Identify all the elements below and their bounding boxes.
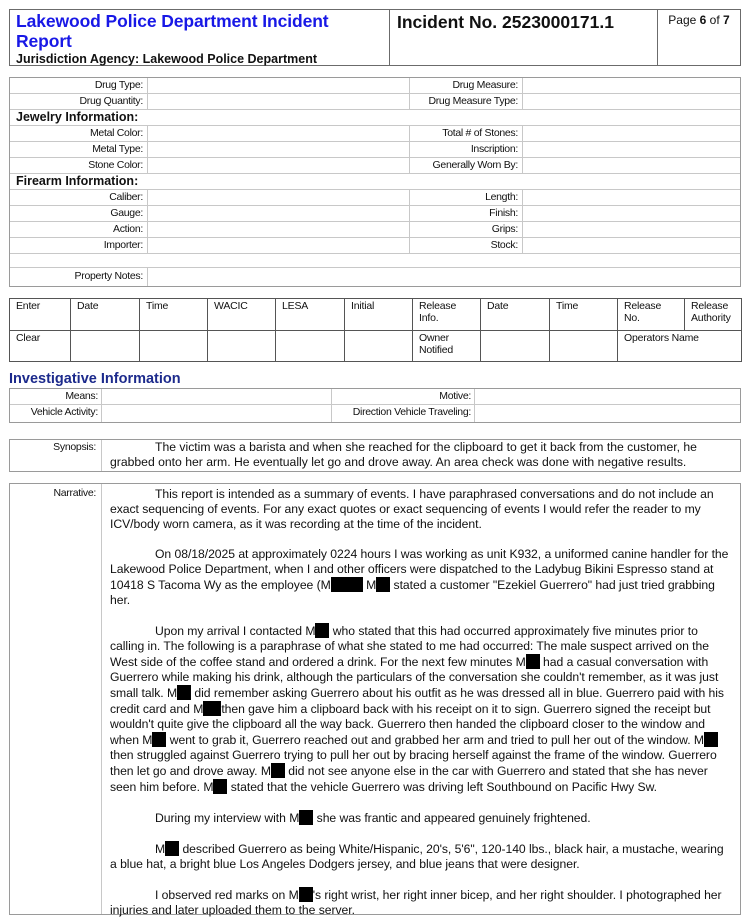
- narrative-text: [102, 484, 740, 917]
- incident-number: Incident No. 2523000171.1: [390, 10, 658, 65]
- cell-initial: Initial: [345, 299, 413, 331]
- cell-date: Date: [71, 299, 140, 331]
- field-label-stock: Stock:: [410, 238, 523, 253]
- redaction-block: [376, 577, 390, 592]
- investigative-row: [10, 405, 740, 422]
- redaction-block: [526, 654, 540, 669]
- property-row: [10, 94, 740, 110]
- cell-operators-name: Operators Name: [618, 331, 742, 362]
- redaction-block: [213, 779, 227, 794]
- redaction-block: [299, 887, 313, 902]
- page-of: of: [706, 13, 724, 27]
- redaction-block: [152, 732, 166, 747]
- field-value-gauge: [148, 206, 410, 221]
- report-title: Lakewood Police Department Incident Report: [16, 11, 329, 51]
- field-label-motive: Motive:: [332, 389, 475, 404]
- text-span: stated a customer "Ezekiel Guerrero" had just tried grabbing her.: [110, 578, 715, 607]
- field-value-action: [148, 222, 410, 237]
- report-header: [9, 9, 741, 66]
- field-label-property-notes: Property Notes:: [10, 268, 148, 286]
- text-span: On 08/18/2025 at approximately 0224 hours I was working as unit K932, a uniformed canine handler for the Lakewood Police Department, when I and other officers were dispatched to the Ladybug Bikini Espresso stand at 10418 S Tacoma Wy as the employee (M: [110, 547, 729, 592]
- redaction-block: [177, 685, 191, 700]
- property-table: [9, 77, 741, 287]
- cell-clear-date: [71, 331, 140, 362]
- cell-release-time: Time: [550, 299, 618, 331]
- investigative-table: [9, 388, 741, 423]
- cell-enter: Enter: [10, 299, 71, 331]
- narrative-paragraph: [110, 623, 732, 795]
- field-value-drug-quantity: [148, 94, 410, 109]
- redaction-block: [299, 810, 313, 825]
- field-label-grips: Grips:: [410, 222, 523, 237]
- cell-time: Time: [140, 299, 208, 331]
- enter-row: [10, 299, 742, 331]
- cell-owner-notified: Owner Notified: [413, 331, 481, 362]
- text-span: stated that the vehicle Guerrero was driving left Southbound on Pacific Hwy Sw.: [227, 780, 657, 794]
- field-label-drug-measure-type: Drug Measure Type:: [410, 94, 523, 109]
- page-total: 7: [723, 13, 730, 27]
- cell-release-info: Release Info.: [413, 299, 481, 331]
- field-value-length: [523, 190, 740, 205]
- field-value-drug-measure-type: [523, 94, 740, 109]
- cell-clear-wacic: [208, 331, 276, 362]
- property-row: [10, 142, 740, 158]
- field-label-action: Action:: [10, 222, 148, 237]
- cell-clear-lesa: [276, 331, 345, 362]
- property-row: [10, 206, 740, 222]
- redaction-block: [331, 577, 363, 592]
- field-value-means: [102, 389, 332, 404]
- cell-owner-date: [481, 331, 550, 362]
- field-value-importer: [148, 238, 410, 253]
- field-value-metal-color: [148, 126, 410, 141]
- cell-release-authority: Release Authority: [685, 299, 742, 331]
- property-row: [10, 78, 740, 94]
- field-label-stone-color: Stone Color:: [10, 158, 148, 173]
- enter-clear-table: [9, 298, 742, 362]
- field-label-generally-worn-by: Generally Worn By:: [410, 158, 523, 173]
- field-label-finish: Finish:: [410, 206, 523, 221]
- cell-release-date: Date: [481, 299, 550, 331]
- field-label-caliber: Caliber:: [10, 190, 148, 205]
- field-label-inscription: Inscription:: [410, 142, 523, 157]
- field-value-stock: [523, 238, 740, 253]
- property-row: [10, 190, 740, 206]
- investigative-row: [10, 389, 740, 405]
- redaction-block: [203, 701, 221, 716]
- text-span: Upon my arrival I contacted M: [155, 624, 316, 638]
- property-row: [10, 126, 740, 142]
- property-row: [10, 222, 740, 238]
- cell-clear-initial: [345, 331, 413, 362]
- field-label-importer: Importer:: [10, 238, 148, 253]
- jurisdiction-agency: Jurisdiction Agency: Lakewood Police Department: [16, 52, 317, 66]
- text-span: I observed red marks on M: [155, 888, 299, 902]
- field-label-metal-type: Metal Type:: [10, 142, 148, 157]
- field-value-inscription: [523, 142, 740, 157]
- redaction-block: [704, 732, 718, 747]
- text-span: had a casual conversation with Guerrero while making his drink, although the particulars of the conversation she couldn't remember, as it was just small talk. M: [110, 655, 719, 700]
- text-span: went to grab it, Guerrero reached out and grabbed her arm and tried to pull her out of the window. M: [166, 733, 704, 747]
- blank-row: [10, 254, 740, 268]
- synopsis-text: The victim was a barista and when she reached for the clipboard to get it back from the customer, he grabbed onto her arm. He eventually let go and drove away. An area check was done with negative results.: [110, 440, 697, 469]
- narrative-paragraph: [110, 887, 732, 918]
- field-label-drug-quantity: Drug Quantity:: [10, 94, 148, 109]
- text-span: who stated that this had occurred approximately five minutes prior to calling in. The following is a paraphrase of what she stated to me had occurred: The male suspect arrived on the West side of the coffee stand and ordered a drink. For the next few minutes M: [110, 624, 709, 669]
- narrative-box: [9, 483, 741, 915]
- header-title-cell: [10, 10, 390, 65]
- cell-release-no: Release No.: [618, 299, 685, 331]
- field-value-metal-type: [148, 142, 410, 157]
- jewelry-section-heading: Jewelry Information:: [10, 110, 740, 126]
- field-value-direction-vehicle-traveling: [475, 405, 740, 422]
- field-label-drug-type: Drug Type:: [10, 78, 148, 93]
- field-value-caliber: [148, 190, 410, 205]
- field-value-stone-color: [148, 158, 410, 173]
- property-row: [10, 238, 740, 254]
- field-label-drug-measure: Drug Measure:: [410, 78, 523, 93]
- text-span: 's right wrist, her right inner bicep, and her right shoulder. I photographed her injuries and later uploaded them to the server.: [110, 888, 722, 917]
- investigative-heading: Investigative Information: [9, 371, 181, 387]
- text-span: then gave him a clipboard back with his receipt on it to sign. Guerrero signed the receipt but wouldn't quite give the clipboard all the way back. Guerrero then handed the clipboard closer to the window and when M: [110, 702, 711, 747]
- cell-owner-time: [550, 331, 618, 362]
- narrative-paragraph: This report is intended as a summary of events. I have paraphrased conversations and do not include an exact sequencing of events. For any exact quotes or exact sequencing of events I would refer the reader to my ICV/body worn camera, as it was recording at the time of the incident.: [110, 487, 714, 531]
- redaction-block: [165, 841, 179, 856]
- redaction-block: [315, 623, 329, 638]
- field-label-gauge: Gauge:: [10, 206, 148, 221]
- narrative-paragraph: [110, 841, 732, 872]
- text-span: M: [155, 842, 166, 856]
- field-value-drug-type: [148, 78, 410, 93]
- synopsis-label: Synopsis:: [10, 440, 102, 471]
- narrative-paragraph: [110, 810, 732, 826]
- cell-lesa: LESA: [276, 299, 345, 331]
- field-value-drug-measure: [523, 78, 740, 93]
- redaction-block: [271, 763, 285, 778]
- property-row: [10, 158, 740, 174]
- field-value-finish: [523, 206, 740, 221]
- field-value-total-stones: [523, 126, 740, 141]
- text-span: did remember asking Guerrero about his outfit as he was dressed all in blue. Guerrero paid with his credit card and M: [110, 686, 724, 716]
- field-label-metal-color: Metal Color:: [10, 126, 148, 141]
- page-prefix: Page: [668, 13, 700, 27]
- narrative-label: Narrative:: [10, 484, 102, 914]
- cell-wacic: WACIC: [208, 299, 276, 331]
- text-span: then struggled against Guerrero trying to pull her out by bracing herself against the frame of the window. Guerrero then let go and drove away. M: [110, 748, 717, 778]
- text-span: did not see anyone else in the car with Guerrero and stated that she has never seen him before. M: [110, 764, 708, 794]
- field-label-vehicle-activity: Vehicle Activity:: [10, 405, 102, 422]
- field-label-direction-vehicle-traveling: Direction Vehicle Traveling:: [332, 405, 475, 422]
- text-span: During my interview with M: [155, 811, 300, 825]
- field-label-total-stones: Total # of Stones:: [410, 126, 523, 141]
- property-notes-row: [10, 268, 740, 286]
- field-value-grips: [523, 222, 740, 237]
- page-indicator: [658, 10, 740, 65]
- firearm-section-heading: Firearm Information:: [10, 174, 740, 190]
- narrative-paragraph: [110, 547, 732, 608]
- page-current: 6: [699, 13, 707, 27]
- cell-clear-time: [140, 331, 208, 362]
- field-value-property-notes: [148, 268, 740, 286]
- field-value-vehicle-activity: [102, 405, 332, 422]
- text-span: described Guerrero as being White/Hispanic, 20's, 5'6", 120-140 lbs., black hair, a mustache, wearing a blue hat, a bright blue Los Angeles Dodgers jersey, and blue jeans that were designer.: [110, 842, 724, 871]
- field-label-length: Length:: [410, 190, 523, 205]
- field-value-generally-worn-by: [523, 158, 740, 173]
- text-span: she was frantic and appeared genuinely frightened.: [313, 811, 591, 825]
- clear-row: [10, 331, 742, 362]
- synopsis-box: [9, 439, 741, 472]
- field-label-means: Means:: [10, 389, 102, 404]
- field-value-motive: [475, 389, 740, 404]
- text-span: M: [362, 578, 377, 592]
- cell-clear: Clear: [10, 331, 71, 362]
